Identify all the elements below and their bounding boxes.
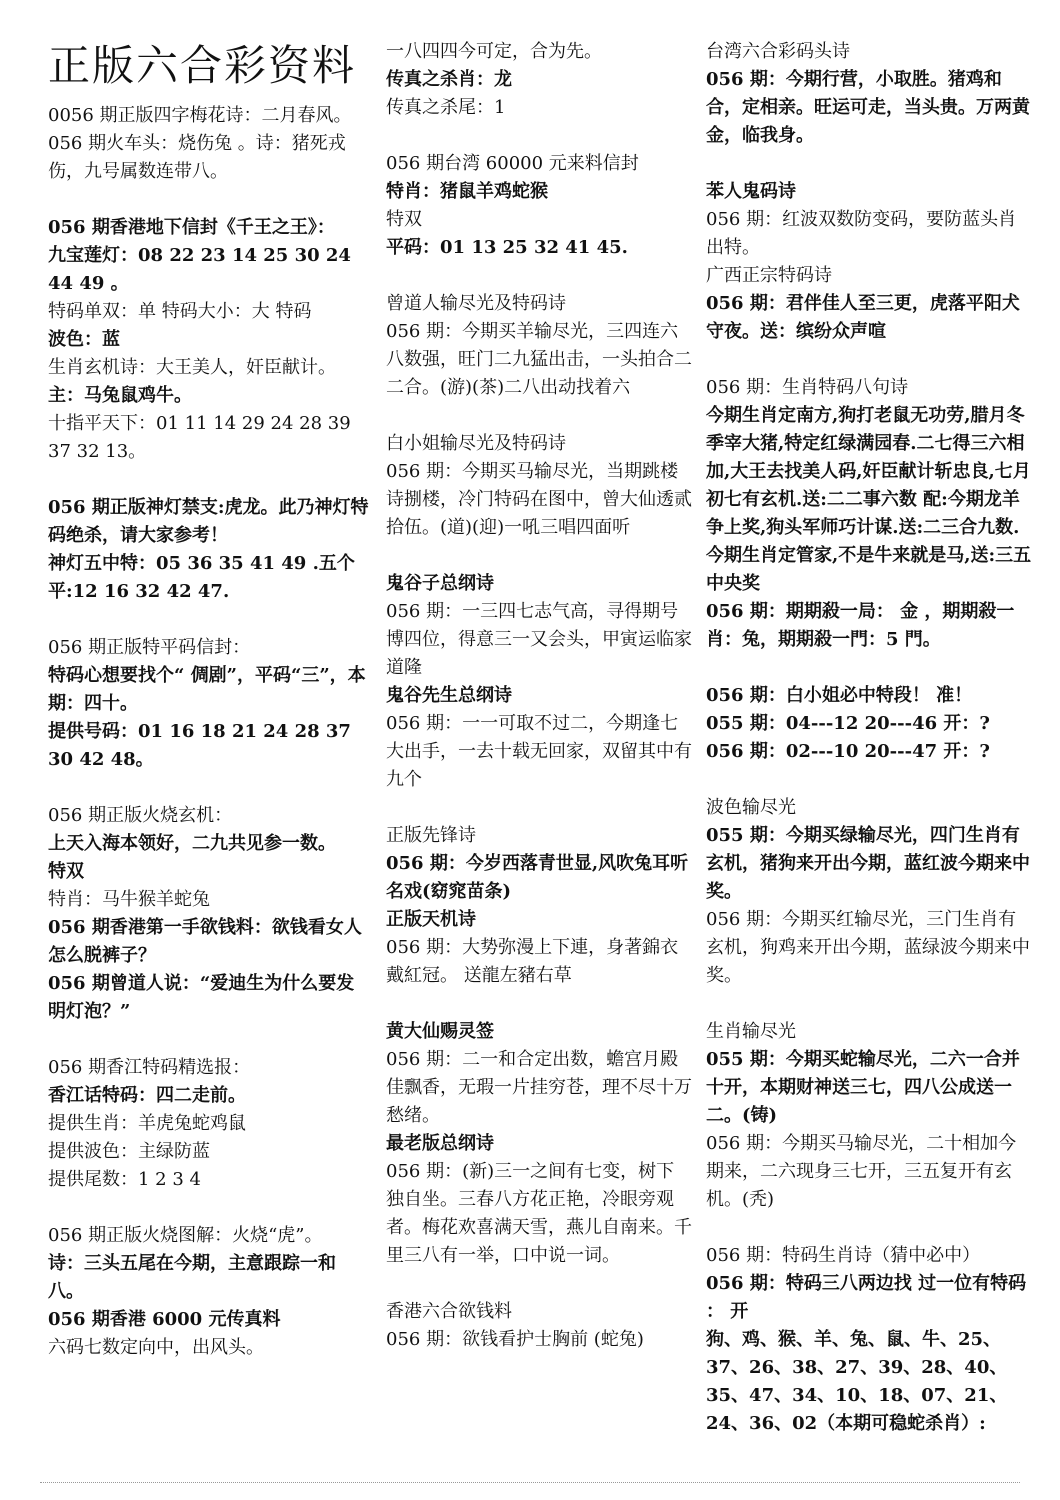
column-middle xyxy=(386,38,692,1354)
section-gap xyxy=(706,346,1032,374)
text-line: 广西正宗特码诗 xyxy=(706,265,832,286)
text-line: 提供尾数：1 2 3 4 xyxy=(48,1169,201,1190)
text-line: 六码七数定向中，出风头。 xyxy=(48,1337,264,1358)
text-line: 056 期：欲钱看护士胸前 (蛇兔) xyxy=(386,1329,644,1350)
page-title: 正版六合彩资料 xyxy=(48,41,357,90)
text-line: 056 期：(新)三一之间有七变，树下独自坐。三春八方花正艳，冷眼旁观者。梅花欢喜满天雪，燕儿自南来。千里三八有一举，口中说一词。 xyxy=(386,1161,692,1266)
section-gap xyxy=(386,1270,692,1298)
text-line: 上天入海本领好，二九共见参一数。 xyxy=(48,833,336,854)
section-gap xyxy=(48,186,370,214)
text-line: 056 期：大势弥漫上下連，身著錦衣戴紅冠。 送龍左豬右草 xyxy=(386,937,679,986)
text-line: 特码心想要找个“ 倜剧”，平码“三”，本期：四十。 xyxy=(48,665,366,714)
section-gap xyxy=(48,606,370,634)
text-line: 诗：三头五尾在今期，主意跟踪一和八。 xyxy=(48,1253,336,1302)
text-line: 今期生肖定南方,狗打老鼠无功劳,腊月冬季宰大猪,特定红绿满园春.二七得三六相加,大王去找美人码,奸臣献计斩忠良,七月初七有玄机.送:二二事六数 配:今期龙羊争上奖,狗头军师巧计谋.送:二三合九数.今期生肖定管家,不是牛来就是马,送:三五中央奖 xyxy=(706,405,1032,594)
text-line: 神灯五中特：05 36 35 41 49 .五个平:12 16 32 42 47. xyxy=(48,553,355,602)
text-line: 提供生肖：羊虎兔蛇鸡鼠 xyxy=(48,1113,246,1134)
column-left xyxy=(48,38,370,1362)
text-line: 特肖：马牛猴羊蛇兔 xyxy=(48,889,210,910)
text-line: 056 期香港第一手欲钱料：欲钱看女人怎么脱裤子？ xyxy=(48,917,362,966)
text-line: 056 期香港地下信封《千王之王》： xyxy=(48,217,335,238)
text-line: 056 期：期期殺一局： 金 ，期期殺一肖：兔，期期殺一門：5 門。 xyxy=(706,601,1015,650)
text-line: 056 期正版神灯禁支:虎龙。此乃神灯特码绝杀，请大家参考！ xyxy=(48,497,369,546)
text-line: 香港六合欲钱料 xyxy=(386,1301,512,1322)
text-line: 曾道人输尽光及特码诗 xyxy=(386,293,566,314)
text-line: 传真之杀肖：龙 xyxy=(386,69,512,90)
section-gap xyxy=(706,150,1032,178)
text-line: 正版天机诗 xyxy=(386,909,476,930)
text-line: 主：马兔鼠鸡牛。 xyxy=(48,385,192,406)
text-line: 055 期：今期买绿输尽光，四门生肖有玄机，猪狗来开出今期，蓝红波今期来中奖。 xyxy=(706,825,1030,902)
text-line: 056 期正版特平码信封： xyxy=(48,637,251,658)
text-line: 特双 xyxy=(48,861,84,882)
text-line: 十指平天下：01 11 14 29 24 28 39 37 32 13。 xyxy=(48,413,351,462)
text-line: 056 期：今期买羊输尽光，三四连六八数强，旺门二九猛出击，一头拍合二二合。(游)(茶)二八出动找着六 xyxy=(386,321,692,398)
text-line: 苯人鬼码诗 xyxy=(706,181,796,202)
column-middle-body xyxy=(386,38,692,1354)
text-line: 056 期正版火烧玄机： xyxy=(48,805,233,826)
text-line: 056 期：今期买马输尽光，当期跳楼诗捌楼，冷门特码在图中，曾大仙透贰拾伍。(道)(迎)一吼三唱四面听 xyxy=(386,461,692,538)
text-line: 056 期：02---10 20---47 开：? xyxy=(706,741,990,762)
text-line: 生肖玄机诗：大王美人，奸臣献计。 xyxy=(48,357,336,378)
text-line: 056 期：一三四七志气高，寻得期号博四位，得意三一又会头，甲寅运临家道隆 xyxy=(386,601,692,678)
text-line: 056 期：特码三八两边找 过一位有特码 ： 开 xyxy=(706,1273,1027,1322)
text-line: 055 期：04---12 20---46 开：? xyxy=(706,713,990,734)
section-gap xyxy=(48,1026,370,1054)
text-line: 一八四四今可定，合为先。 xyxy=(386,41,602,62)
section-gap xyxy=(706,1214,1032,1242)
column-left-body xyxy=(48,102,370,1362)
text-line: 狗、鸡、猴、羊、兔、鼠、牛、25、37、26、38、27、39、28、40、35、47、34、10、18、07、21、24、36、02（本期可稳蛇杀肖）: xyxy=(706,1329,1008,1434)
section-gap xyxy=(706,990,1032,1018)
text-line: 0056 期正版四字梅花诗：二月春风。 xyxy=(48,105,352,126)
text-line: 055 期：今期买蛇输尽光，二六一合并十开，本期财神送三七，四八公成送一二。(铸) xyxy=(706,1049,1020,1126)
text-line: 056 期台湾 60000 元来料信封 xyxy=(386,153,639,174)
section-gap xyxy=(706,654,1032,682)
text-line: 鬼谷子总纲诗 xyxy=(386,573,494,594)
text-line: 056 期：红波双数防变码，要防蓝头肖出特。 xyxy=(706,209,1017,258)
text-line: 056 期：特码生肖诗（猜中必中） xyxy=(706,1245,981,1266)
text-line: 特双 xyxy=(386,209,422,230)
bottom-border xyxy=(40,1482,1020,1491)
section-gap xyxy=(386,402,692,430)
section-gap xyxy=(386,262,692,290)
text-line: 香江话特码：四二走前。 xyxy=(48,1085,246,1106)
text-line: 056 期：生肖特码八句诗 xyxy=(706,377,909,398)
text-line: 056 期：君伴佳人至三更，虎落平阳犬守夜。送：缤纷众声喧 xyxy=(706,293,1020,342)
section-gap xyxy=(386,542,692,570)
text-line: 056 期：二一和合定出数，蟾宫月殿佳飘香，无瑕一片挂穷苍，理不尽十万愁绪。 xyxy=(386,1049,692,1126)
text-line: 九宝莲灯：08 22 23 14 25 30 24 44 49 。 xyxy=(48,245,351,294)
text-line: 提供号码：01 16 18 21 24 28 37 30 42 48。 xyxy=(48,721,351,770)
text-line: 056 期香港 6000 元传真料 xyxy=(48,1309,281,1330)
text-line: 056 期：今期买红输尽光，三门生肖有玄机，狗鸡来开出今期，蓝绿波今期来中奖。 xyxy=(706,909,1030,986)
text-line: 056 期曾道人说：“爱迪生为什么要发明灯泡？” xyxy=(48,973,355,1022)
section-gap xyxy=(386,122,692,150)
text-line: 056 期：今岁西落青世显,风吹兔耳听名戏(窈窕苗条) xyxy=(386,853,689,902)
text-line: 056 期香江特码精选报： xyxy=(48,1057,251,1078)
section-gap xyxy=(386,990,692,1018)
text-line: 正版先锋诗 xyxy=(386,825,476,846)
text-line: 台湾六合彩码头诗 xyxy=(706,41,850,62)
column-right xyxy=(706,38,1032,1438)
text-line: 波色：蓝 xyxy=(48,329,120,350)
text-line: 056 期火车头：烧伤兔 。诗：猪死戎伤，九号属数连带八。 xyxy=(48,133,346,182)
section-gap xyxy=(48,466,370,494)
text-line: 056 期：一一可取不过二，今期逢七大出手，一去十载无回家，双留其中有九个 xyxy=(386,713,692,790)
text-line: 白小姐输尽光及特码诗 xyxy=(386,433,566,454)
text-line: 最老版总纲诗 xyxy=(386,1133,494,1154)
text-line: 波色输尽光 xyxy=(706,797,796,818)
text-line: 056 期正版火烧图解：火烧“虎”。 xyxy=(48,1225,323,1246)
text-line: 平码：01 13 25 32 41 45. xyxy=(386,237,628,258)
text-line: 特肖：猪鼠羊鸡蛇猴 xyxy=(386,181,548,202)
section-gap xyxy=(706,766,1032,794)
text-line: 056 期：今期买马输尽光，二十相加今期来，二六现身三七开，三五复开有玄机。(秃) xyxy=(706,1133,1017,1210)
text-line: 传真之杀尾：1 xyxy=(386,97,506,118)
text-line: 056 期：今期行营，小取胜。猪鸡和合，定相亲。旺运可走，当头贵。万两黄金，临我身。 xyxy=(706,69,1030,146)
section-gap xyxy=(48,1194,370,1222)
text-line: 特码单双：单 特码大小：大 特码 xyxy=(48,301,312,322)
column-right-body xyxy=(706,38,1032,1438)
text-line: 鬼谷先生总纲诗 xyxy=(386,685,512,706)
text-line: 黄大仙赐灵签 xyxy=(386,1021,494,1042)
text-line: 提供波色：主绿防蓝 xyxy=(48,1141,210,1162)
section-gap xyxy=(48,774,370,802)
section-gap xyxy=(386,794,692,822)
text-line: 生肖输尽光 xyxy=(706,1021,796,1042)
text-line: 056 期：白小姐必中特段！ 准！ xyxy=(706,685,973,706)
